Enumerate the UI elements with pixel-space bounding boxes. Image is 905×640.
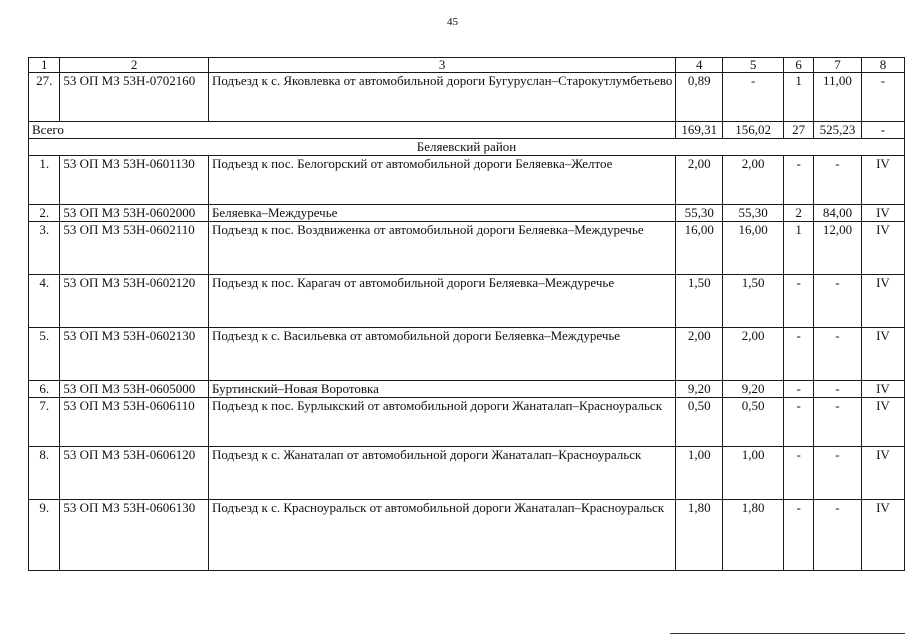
total-col-8: - bbox=[861, 122, 904, 139]
road-code: 53 ОП МЗ 53Н-0602120 bbox=[60, 275, 209, 328]
cell-col-6: 1 bbox=[784, 222, 814, 275]
bottom-rule bbox=[670, 633, 905, 634]
page-number: 45 bbox=[447, 16, 458, 28]
road-name: Подъезд к пос. Карагач от автомобильной дороги Беляевка–Междуречье bbox=[208, 275, 675, 328]
column-number-7: 7 bbox=[813, 58, 861, 73]
cell-col-6: - bbox=[784, 381, 814, 398]
road-code: 53 ОП МЗ 53Н-0606110 bbox=[60, 398, 209, 447]
road-name: Буртинский–Новая Воротовка bbox=[208, 381, 675, 398]
cell-col-6: - bbox=[784, 328, 814, 381]
cell-col-6: - bbox=[784, 156, 814, 205]
cell-col-7: 84,00 bbox=[813, 205, 861, 222]
cell-col-4: 16,00 bbox=[676, 222, 723, 275]
row-number: 1. bbox=[29, 156, 60, 205]
road-name: Подъезд к с. Васильевка от автомобильной дороги Беляевка–Междуречье bbox=[208, 328, 675, 381]
row-number: 4. bbox=[29, 275, 60, 328]
total-col-5: 156,02 bbox=[723, 122, 784, 139]
cell-col-5: 1,50 bbox=[723, 275, 784, 328]
total-col-7: 525,23 bbox=[813, 122, 861, 139]
cell-col-8: - bbox=[861, 73, 904, 122]
cell-col-6: 1 bbox=[784, 73, 814, 122]
cell-col-5: - bbox=[723, 73, 784, 122]
cell-col-8: IV bbox=[861, 447, 904, 500]
column-number-4: 4 bbox=[676, 58, 723, 73]
row-number: 5. bbox=[29, 328, 60, 381]
cell-col-4: 0,89 bbox=[676, 73, 723, 122]
cell-col-4: 0,50 bbox=[676, 398, 723, 447]
cell-col-8: IV bbox=[861, 156, 904, 205]
column-number-3: 3 bbox=[208, 58, 675, 73]
row-number: 6. bbox=[29, 381, 60, 398]
cell-col-4: 2,00 bbox=[676, 328, 723, 381]
road-code: 53 ОП МЗ 53Н-0606130 bbox=[60, 500, 209, 571]
table-row bbox=[29, 328, 905, 381]
row-number: 27. bbox=[29, 73, 60, 122]
cell-col-5: 16,00 bbox=[723, 222, 784, 275]
road-name: Подъезд к с. Яковлевка от автомобильной дороги Бугуруслан–Старокутлумбетьево bbox=[208, 73, 675, 122]
section-header-row bbox=[29, 139, 905, 156]
table-row bbox=[29, 398, 905, 447]
table-row bbox=[29, 222, 905, 275]
road-name: Подъезд к пос. Белогорский от автомобильной дороги Беляевка–Желтое bbox=[208, 156, 675, 205]
cell-col-6: - bbox=[784, 447, 814, 500]
cell-col-4: 2,00 bbox=[676, 156, 723, 205]
road-name: Подъезд к пос. Воздвиженка от автомобильной дороги Беляевка–Междуречье bbox=[208, 222, 675, 275]
cell-col-4: 1,50 bbox=[676, 275, 723, 328]
total-label: Всего bbox=[29, 122, 676, 139]
road-name: Беляевка–Междуречье bbox=[208, 205, 675, 222]
cell-col-7: - bbox=[813, 275, 861, 328]
column-number-2: 2 bbox=[60, 58, 209, 73]
cell-col-8: IV bbox=[861, 328, 904, 381]
cell-col-8: IV bbox=[861, 500, 904, 571]
table-row bbox=[29, 447, 905, 500]
cell-col-5: 2,00 bbox=[723, 156, 784, 205]
cell-col-6: - bbox=[784, 500, 814, 571]
table-row bbox=[29, 500, 905, 571]
column-number-8: 8 bbox=[861, 58, 904, 73]
total-col-4: 169,31 bbox=[676, 122, 723, 139]
cell-col-7: - bbox=[813, 381, 861, 398]
cell-col-4: 55,30 bbox=[676, 205, 723, 222]
cell-col-7: - bbox=[813, 447, 861, 500]
cell-col-8: IV bbox=[861, 398, 904, 447]
cell-col-7: - bbox=[813, 398, 861, 447]
column-number-row bbox=[29, 58, 905, 73]
cell-col-6: - bbox=[784, 398, 814, 447]
column-number-5: 5 bbox=[723, 58, 784, 73]
cell-col-4: 1,80 bbox=[676, 500, 723, 571]
cell-col-8: IV bbox=[861, 381, 904, 398]
row-number: 8. bbox=[29, 447, 60, 500]
table-row bbox=[29, 205, 905, 222]
table-row bbox=[29, 73, 905, 122]
cell-col-5: 9,20 bbox=[723, 381, 784, 398]
road-code: 53 ОП МЗ 53Н-0605000 bbox=[60, 381, 209, 398]
section-title: Беляевский район bbox=[29, 139, 905, 156]
cell-col-6: 2 bbox=[784, 205, 814, 222]
cell-col-5: 0,50 bbox=[723, 398, 784, 447]
cell-col-7: 11,00 bbox=[813, 73, 861, 122]
road-code: 53 ОП МЗ 53Н-0702160 bbox=[60, 73, 209, 122]
road-code: 53 ОП МЗ 53Н-0602130 bbox=[60, 328, 209, 381]
road-code: 53 ОП МЗ 53Н-0602110 bbox=[60, 222, 209, 275]
cell-col-7: - bbox=[813, 328, 861, 381]
table-row bbox=[29, 156, 905, 205]
column-number-6: 6 bbox=[784, 58, 814, 73]
road-name: Подъезд к пос. Бурлыкский от автомобильной дороги Жанаталап–Красноуральск bbox=[208, 398, 675, 447]
cell-col-5: 55,30 bbox=[723, 205, 784, 222]
row-number: 7. bbox=[29, 398, 60, 447]
cell-col-8: IV bbox=[861, 275, 904, 328]
road-code: 53 ОП МЗ 53Н-0601130 bbox=[60, 156, 209, 205]
total-col-6: 27 bbox=[784, 122, 814, 139]
road-register-table bbox=[28, 57, 905, 571]
row-number: 2. bbox=[29, 205, 60, 222]
table-row bbox=[29, 275, 905, 328]
cell-col-4: 9,20 bbox=[676, 381, 723, 398]
road-name: Подъезд к с. Красноуральск от автомобильной дороги Жанаталап–Красноуральск bbox=[208, 500, 675, 571]
road-code: 53 ОП МЗ 53Н-0606120 bbox=[60, 447, 209, 500]
cell-col-5: 1,80 bbox=[723, 500, 784, 571]
table-row bbox=[29, 381, 905, 398]
road-code: 53 ОП МЗ 53Н-0602000 bbox=[60, 205, 209, 222]
column-number-1: 1 bbox=[29, 58, 60, 73]
cell-col-8: IV bbox=[861, 205, 904, 222]
cell-col-7: - bbox=[813, 500, 861, 571]
cell-col-5: 2,00 bbox=[723, 328, 784, 381]
total-row bbox=[29, 122, 905, 139]
cell-col-5: 1,00 bbox=[723, 447, 784, 500]
cell-col-8: IV bbox=[861, 222, 904, 275]
row-number: 3. bbox=[29, 222, 60, 275]
cell-col-6: - bbox=[784, 275, 814, 328]
cell-col-7: 12,00 bbox=[813, 222, 861, 275]
road-name: Подъезд к с. Жанаталап от автомобильной дороги Жанаталап–Красноуральск bbox=[208, 447, 675, 500]
row-number: 9. bbox=[29, 500, 60, 571]
cell-col-7: - bbox=[813, 156, 861, 205]
cell-col-4: 1,00 bbox=[676, 447, 723, 500]
